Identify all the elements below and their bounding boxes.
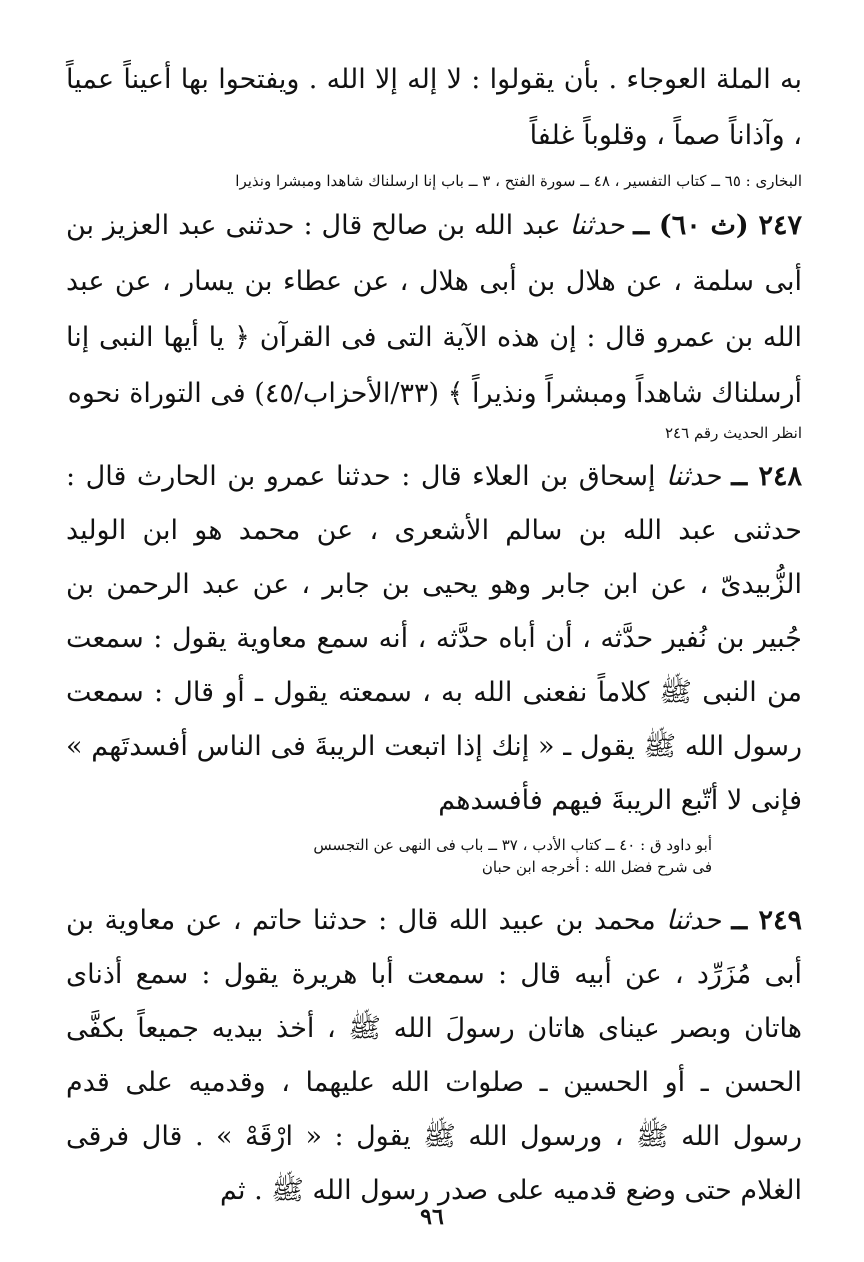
hadith-249-number: ٢٤٩ ــ bbox=[731, 905, 802, 936]
hadith-247-text: عبد الله بن صالح قال : حدثنى عبد العزيز بن أبى سلمة ، عن هلال بن أبى هلال ، عن عطاء بن يسار ، عن عبد الله بن عمرو قال : إن هذه الآية التى فى القرآن ﴿ يا أيها النبى إنا أرسلناك شاهداً ومبشراً ونذيراً ﴾ (٣٣/الأحزاب/٤٥) فى التوراة نحوه bbox=[66, 210, 802, 409]
hadith-248-haddathana: حدثنا bbox=[666, 461, 721, 492]
hadith-247-haddathana: حدثنا bbox=[569, 210, 625, 241]
hadith-249-haddathana: حدثنا bbox=[666, 905, 721, 936]
page-number: ٩٦ bbox=[420, 1204, 444, 1230]
hadith-247-reference: انظر الحديث رقم ٢٤٦ bbox=[665, 424, 802, 442]
hadith-249-text: محمد بن عبيد الله قال : حدثنا حاتم ، عن معاوية بن أبى مُزَرِّد ، عن أبيه قال : سمعت أبا هريرة يقول : سمع أذناى هاتان وبصر عيناى هاتان رسولَ الله ﷺ ، أخذ بيديه جميعاً بكفَّى الحسن ـ أو الحسين ـ صلوات الله عليهما ، وقدميه على قدم رسول الله ﷺ ، ورسول الله ﷺ يقول : « ارْقَهْ » . قال فرقى الغلام حتى وضع قدميه على صدر رسول الله ﷺ . ثم bbox=[66, 905, 802, 1206]
hadith-248-reference-1: أبو داود ق : ٤٠ ــ كتاب الأدب ، ٣٧ ــ باب فى النهى عن التجسس bbox=[313, 836, 712, 854]
hadith-248 bbox=[66, 450, 802, 828]
hadith-247 bbox=[66, 198, 802, 422]
intro-text: به الملة العوجاء . بأن يقولوا : لا إله إلا الله . ويفتحوا بها أعيناً عمياً ، وآذاناً صماً ، وقلوباً غلفاً bbox=[66, 64, 802, 151]
hadith-248-text: إسحاق بن العلاء قال : حدثنا عمرو بن الحارث قال : حدثنى عبد الله بن سالم الأشعرى ، عن محمد هو ابن الوليد الزُّبيدىّ ، عن ابن جابر وهو يحيى بن جابر ، عن عبد الرحمن بن جُبير بن نُفير حدَّثه ، أن أباه حدَّثه ، أنه سمع معاوية يقول : سمعت من النبى ﷺ كلاماً نفعنى الله به ، سمعته يقول ـ أو قال : سمعت رسول الله ﷺ يقول ـ « إنك إذا اتبعت الريبةَ فى الناس أفسدتَهم » فإنى لا أتّبع الريبةَ فيهم فأفسدهم bbox=[66, 461, 802, 816]
hadith-249 bbox=[66, 894, 802, 1218]
hadith-247-number: ٢٤٧ (ث ٦٠) ــ bbox=[633, 210, 802, 241]
hadith-248-number: ٢٤٨ ــ bbox=[731, 461, 802, 492]
book-page bbox=[66, 52, 802, 1218]
hadith-248-reference-2: فى شرح فضل الله : أخرجه ابن حبان bbox=[481, 858, 712, 876]
intro-reference: البخارى : ٦٥ ــ كتاب التفسير ، ٤٨ ــ سورة الفتح ، ٣ ــ باب إنا ارسلناك شاهدا ومبشرا ونذيرا bbox=[235, 172, 802, 190]
